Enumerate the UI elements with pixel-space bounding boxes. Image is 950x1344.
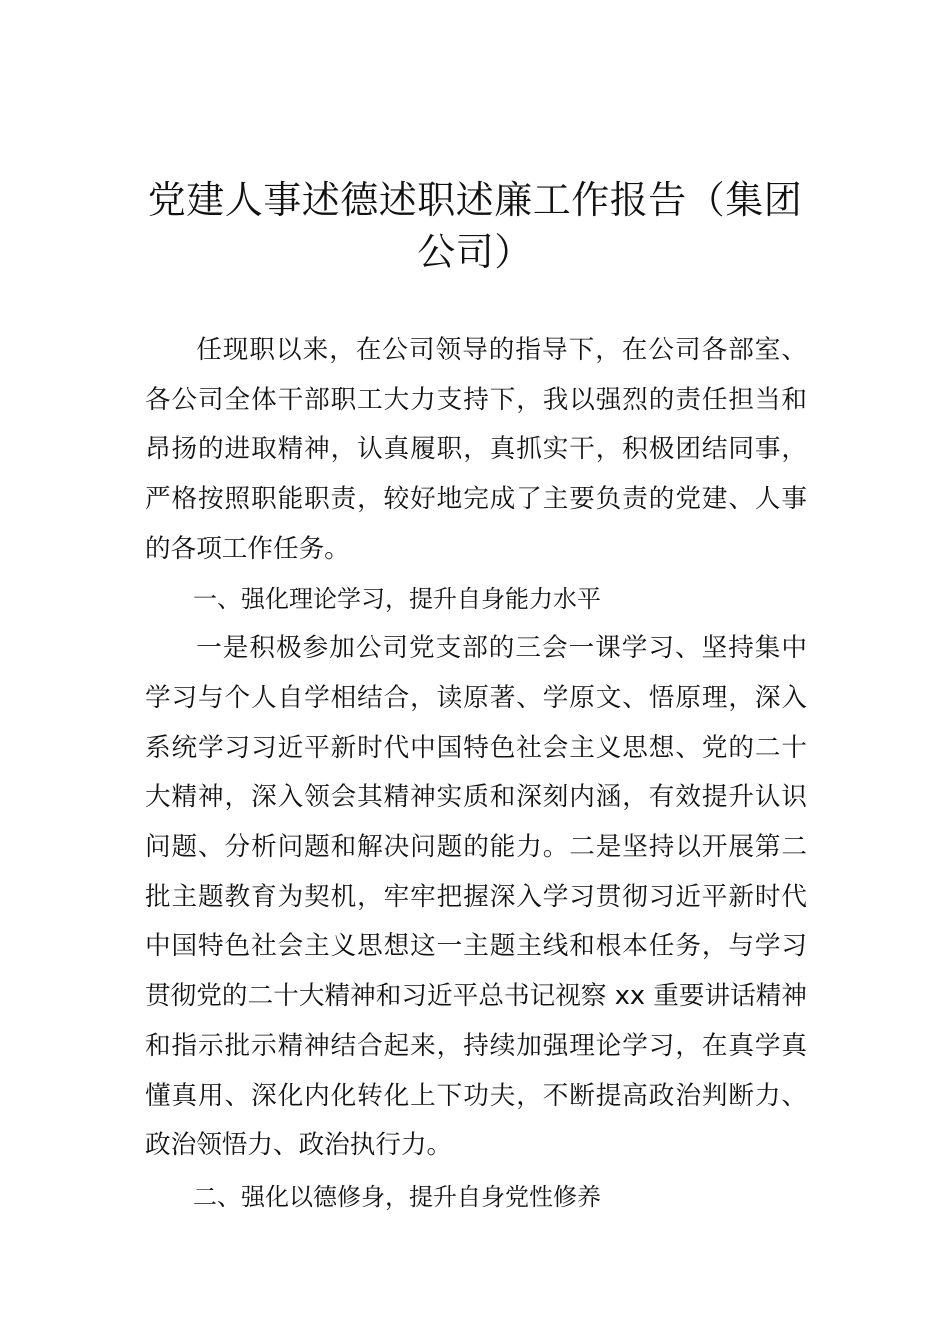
document-title: 党建人事述德述职述廉工作报告（集团公司） (147, 178, 803, 274)
section-heading-1: 一、强化理论学习，提升自身能力水平 (193, 584, 601, 613)
document-body (145, 326, 807, 1223)
intro-paragraph: 任现职以来，在公司领导的指导下，在公司各部室、各公司全体干部职工大力支持下，我以强烈的责任担当和昂扬的进取精神，认真履职，真抓实干，积极团结同事，严格按照职能职责，较好地完成了主要负责的党建、人事的各项工作任务。 (145, 335, 807, 564)
section-heading-2: 二、强化以德修身，提升自身党性修养 (193, 1182, 601, 1211)
section-1-paragraph: 一是积极参加公司党支部的三会一课学习、坚持集中学习与个人自学相结合，读原著、学原文、悟原理，深入系统学习习近平新时代中国特色社会主义思想、党的二十大精神，深入领会其精神实质和深刻内涵，有效提升认识问题、分析问题和解决问题的能力。二是坚持以开展第二批主题教育为契机，牢牢把握深入学习贯彻习近平新时代中国特色社会主义思想这一主题主线和根本任务，与学习贯彻党的二十大精神和习近平总书记视察 xx 重要讲话精神和指示批示精神结合起来，持续加强理论学习，在真学真懂真用、深化内化转化上下功夫，不断提高政治判断力、政治领悟力、政治执行力。 (145, 633, 807, 1161)
